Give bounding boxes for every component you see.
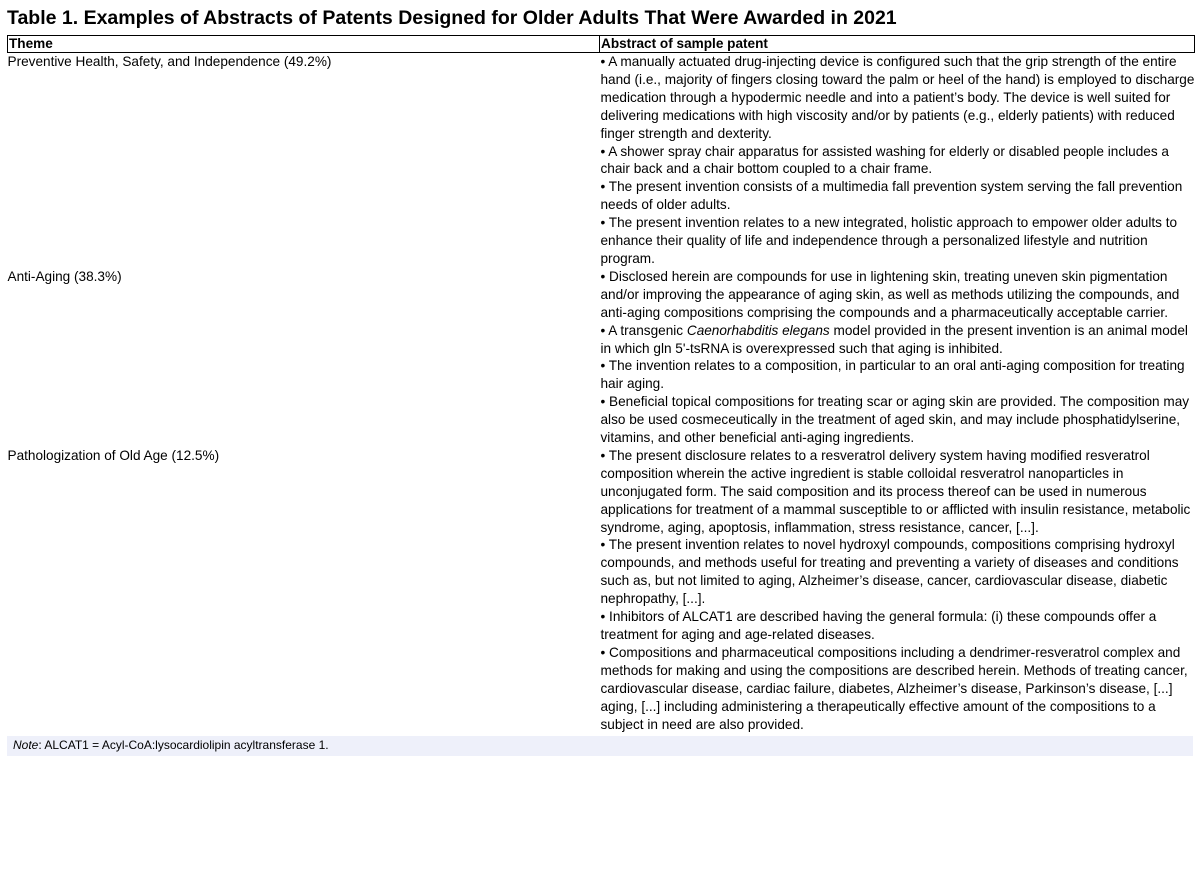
- table-note: [7, 736, 1193, 756]
- table-body: [8, 53, 1195, 734]
- table-header-row: [8, 36, 1195, 53]
- abstract-bullet: • Beneficial topical compositions for treating scar or aging skin are provided. The composition may also be used cosmeceutically in the treatment of aged skin, and may include phosphatidylserine, vitamins, and other beneficial anti-aging ingredients.: [600, 394, 1190, 446]
- abstract-text: model provided in the present invention is an animal model in which gln 5'-tsRNA is overexpressed such that aging is inhibited.: [600, 322, 1188, 356]
- abstract-cell: [600, 53, 1195, 268]
- abstract-text: • A transgenic: [600, 322, 687, 338]
- theme-cell: Pathologization of Old Age (12.5%): [7, 447, 220, 463]
- note-text: : ALCAT1 = Acyl-CoA:lysocardiolipin acyltransferase 1.: [38, 738, 329, 753]
- abstract-bullet: • Disclosed herein are compounds for use in lightening skin, treating uneven skin pigmentation and/or improving the appearance of aging skin, as well as methods utilizing the compounds, and anti-aging compositions comprising the compounds and a pharmaceutically acceptable carrier.: [600, 268, 1180, 320]
- abstract-cell: [600, 447, 1195, 734]
- abstract-bullet: • The present disclosure relates to a resveratrol delivery system having modified resveratrol composition wherein the active ingredient is stable colloidal resveratrol nanoparticles in unconjugated form. The said composition and its process thereof can be used in numerous applications for treatment of a mammal susceptible to or afflicted with insulin resistance, metabolic syndrome, aging, apoptosis, inflammation, stress resistance, cancer, [...].: [600, 447, 1191, 535]
- table-row: [8, 447, 1195, 734]
- abstract-bullet: [601, 322, 1195, 358]
- table-row: [8, 268, 1195, 447]
- abstract-bullet: • A manually actuated drug-injecting device is configured such that the grip strength of the entire hand (i.e., majority of fingers closing toward the palm or heel of the hand) is employed to discharge medication through a hypodermic needle and into a patient’s body. The device is well suited for delivering medications with high viscosity and/or by patients (e.g., elderly patients) with reduced finger strength and dexterity.: [600, 54, 1195, 141]
- abstract-cell: [600, 268, 1195, 447]
- theme-cell: Preventive Health, Safety, and Independence (49.2%): [7, 54, 332, 69]
- document-page: [7, 6, 1195, 756]
- note-label: Note: [13, 738, 39, 753]
- table-row: [8, 53, 1195, 268]
- theme-cell: Anti-Aging (38.3%): [7, 268, 122, 284]
- abstract-bullet: • The present invention consists of a multimedia fall prevention system serving the fall prevention needs of older adults.: [600, 179, 1183, 213]
- table-title: Table 1. Examples of Abstracts of Patents Designed for Older Adults That Were Awarded in 2021: [7, 7, 897, 29]
- patents-table: [7, 35, 1195, 733]
- abstract-bullet: • A shower spray chair apparatus for assisted washing for elderly or disabled people includes a chair back and a chair bottom coupled to a chair frame.: [600, 143, 1169, 177]
- species-name: Caenorhabditis elegans: [686, 322, 830, 338]
- abstract-bullet: • The present invention relates to novel hydroxyl compounds, compositions comprising hydroxyl compounds, and methods useful for treating and preventing a variety of diseases and conditions such as, but not limited to aging, Alzheimer’s disease, cancer, cardiovascular disease, diabetic nephropathy, [...].: [600, 537, 1179, 607]
- abstract-bullet: • Compositions and pharmaceutical compositions including a dendrimer-resveratrol complex and methods for making and using the compositions are described herein. Methods of treating cancer, cardiovascular disease, cardiac failure, diabetes, Alzheimer’s disease, Parkinson’s disease, [...] aging, [...] including administering a therapeutically effective amount of the compositions to a subject in need are also provided.: [600, 644, 1188, 732]
- column-header-theme: Theme: [8, 36, 600, 53]
- abstract-bullet: • The invention relates to a composition, in particular to an oral anti-aging composition for treating hair aging.: [600, 358, 1185, 392]
- abstract-bullet: • The present invention relates to a new integrated, holistic approach to empower older adults to enhance their quality of life and independence through a personalized lifestyle and nutrition program.: [600, 215, 1178, 266]
- abstract-bullet: • Inhibitors of ALCAT1 are described having the general formula: (i) these compounds offer a treatment for aging and age-related diseases.: [600, 609, 1157, 642]
- column-header-abstract: Abstract of sample patent: [600, 36, 1195, 53]
